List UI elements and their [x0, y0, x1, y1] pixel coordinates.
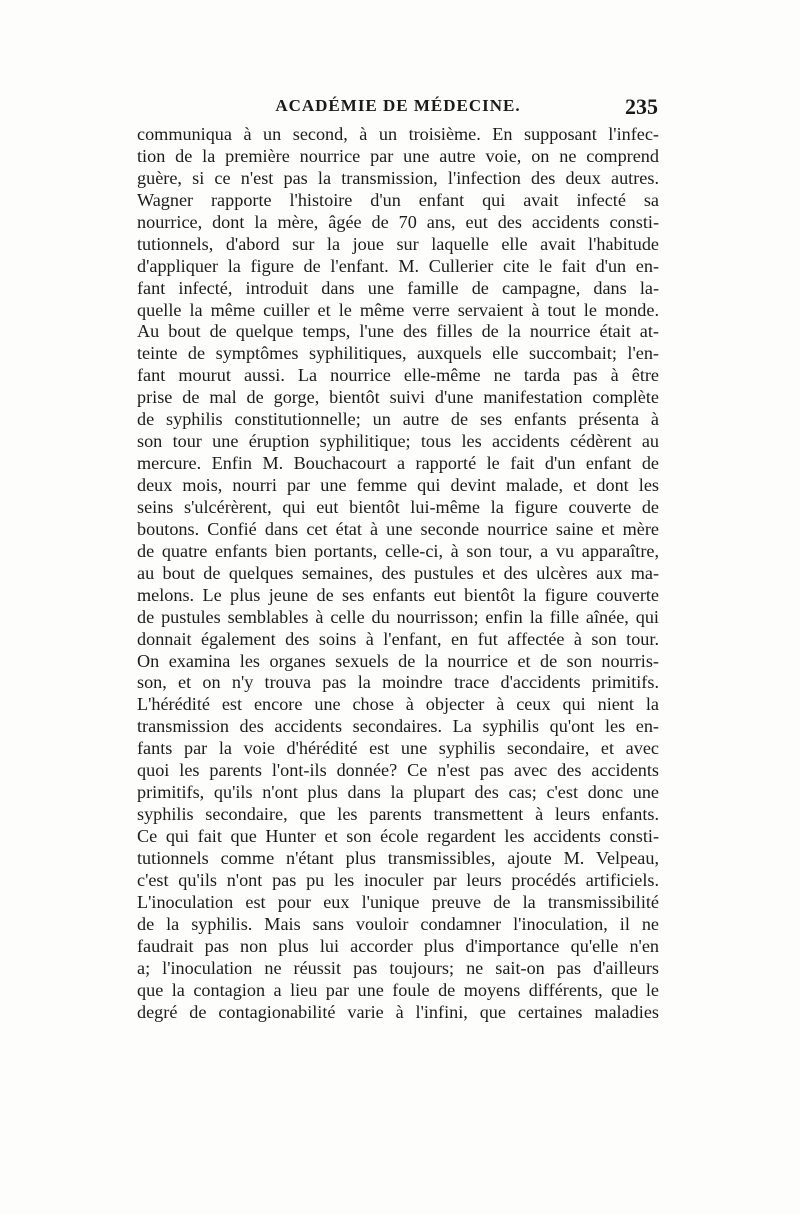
text-line: prise de mal de gorge, bientôt suivi d'une manifestation complète — [137, 387, 659, 408]
text-line: que la contagion a lieu par une foule de moyens différents, que le — [137, 979, 659, 1000]
text-line: Ce qui fait que Hunter et son école regardent les accidents consti- — [137, 826, 659, 846]
text-line: fant infecté, introduit dans une famille de campagne, dans la- — [137, 277, 659, 298]
text-line: L'hérédité est encore une chose à objecter à ceux qui nient la — [137, 694, 659, 715]
text-line: d'appliquer la figure de l'enfant. M. Cullerier cite le fait d'un en- — [137, 255, 659, 276]
body-text — [137, 124, 659, 1023]
text-line: Wagner rapporte l'histoire d'un enfant qui avait infecté sa — [137, 189, 659, 210]
text-line: syphilis secondaire, que les parents transmettent à leurs enfants. — [137, 804, 659, 825]
text-line: de pustules semblables à celle du nourrisson; enfin la fille aînée, qui — [137, 606, 659, 627]
text-line: mercure. Enfin M. Bouchacourt a rapporté le fait d'un enfant de — [137, 453, 659, 474]
text-line: de quatre enfants bien portants, celle-ci, à son tour, a vu apparaître, — [137, 540, 659, 561]
page-header — [138, 96, 658, 122]
running-title: ACADÉMIE DE MÉDECINE. — [275, 96, 521, 115]
text-line: a; l'inoculation ne réussit pas toujours; ne sait-on pas d'ailleurs — [137, 957, 659, 978]
text-line: tion de la première nourrice par une autre voie, on ne comprend — [137, 145, 659, 166]
text-line: deux mois, nourri par une femme qui devint malade, et dont les — [137, 475, 659, 495]
text-line: de la syphilis. Mais sans vouloir condamner l'inoculation, il ne — [137, 913, 659, 934]
text-line: quelle la même cuiller et le même verre servaient à tout le monde. — [137, 299, 659, 320]
text-line: seins s'ulcérèrent, qui eut bientôt lui-même la figure couverte de — [137, 496, 659, 517]
text-line: de syphilis constitutionnelle; un autre de ses enfants présenta à — [137, 409, 659, 430]
text-line: donnait également des soins à l'enfant, en fut affectée à son tour. — [137, 628, 659, 649]
text-line: fant mourut aussi. La nourrice elle-même ne tarda pas à être — [137, 365, 659, 386]
text-line: son, et on n'y trouva pas la moindre trace d'accidents primitifs. — [137, 672, 659, 693]
text-line: teinte de symptômes syphilitiques, auxquels elle succombait; l'en- — [137, 343, 659, 364]
text-line: transmission des accidents secondaires. La syphilis qu'ont les en- — [137, 716, 659, 737]
text-line: au bout de quelques semaines, des pustules et des ulcères aux ma- — [137, 562, 659, 583]
text-line: son tour une éruption syphilitique; tous les accidents cédèrent au — [137, 431, 659, 452]
text-line: melons. Le plus jeune de ses enfants eut bientôt la figure couverte — [137, 584, 659, 605]
text-line: boutons. Confié dans cet état à une seconde nourrice saine et mère — [137, 518, 659, 539]
page-number: 235 — [625, 94, 658, 119]
text-line: guère, si ce n'est pas la transmission, l'infection des deux autres. — [137, 167, 659, 188]
text-line: fants par la voie d'hérédité est une syphilis secondaire, et avec — [137, 738, 659, 759]
text-line: degré de contagionabilité varie à l'infini, que certaines maladies — [137, 1001, 659, 1022]
text-line: Au bout de quelque temps, l'une des filles de la nourrice était at- — [137, 321, 659, 342]
text-line: tutionnels, d'abord sur la joue sur laquelle elle avait l'habitude — [137, 233, 659, 254]
text-line: quoi les parents l'ont-ils donnée? Ce n'est pas avec des accidents — [137, 760, 659, 781]
text-line: nourrice, dont la mère, âgée de 70 ans, eut des accidents consti- — [137, 211, 659, 232]
text-line: faudrait pas non plus lui accorder plus d'importance qu'elle n'en — [137, 935, 659, 956]
text-line: L'inoculation est pour eux l'unique preuve de la transmissibilité — [137, 891, 659, 912]
text-line: communiqua à un second, à un troisième. En supposant l'infec- — [137, 124, 659, 144]
text-line: c'est qu'ils n'ont pas pu les inoculer par leurs procédés artificiels. — [137, 869, 659, 890]
text-line: On examina les organes sexuels de la nourrice et de son nourris- — [137, 650, 659, 671]
text-line: primitifs, qu'ils n'ont plus dans la plupart des cas; c'est donc une — [137, 782, 659, 803]
text-line: tutionnels comme n'étant plus transmissibles, ajoute M. Velpeau, — [137, 847, 659, 868]
